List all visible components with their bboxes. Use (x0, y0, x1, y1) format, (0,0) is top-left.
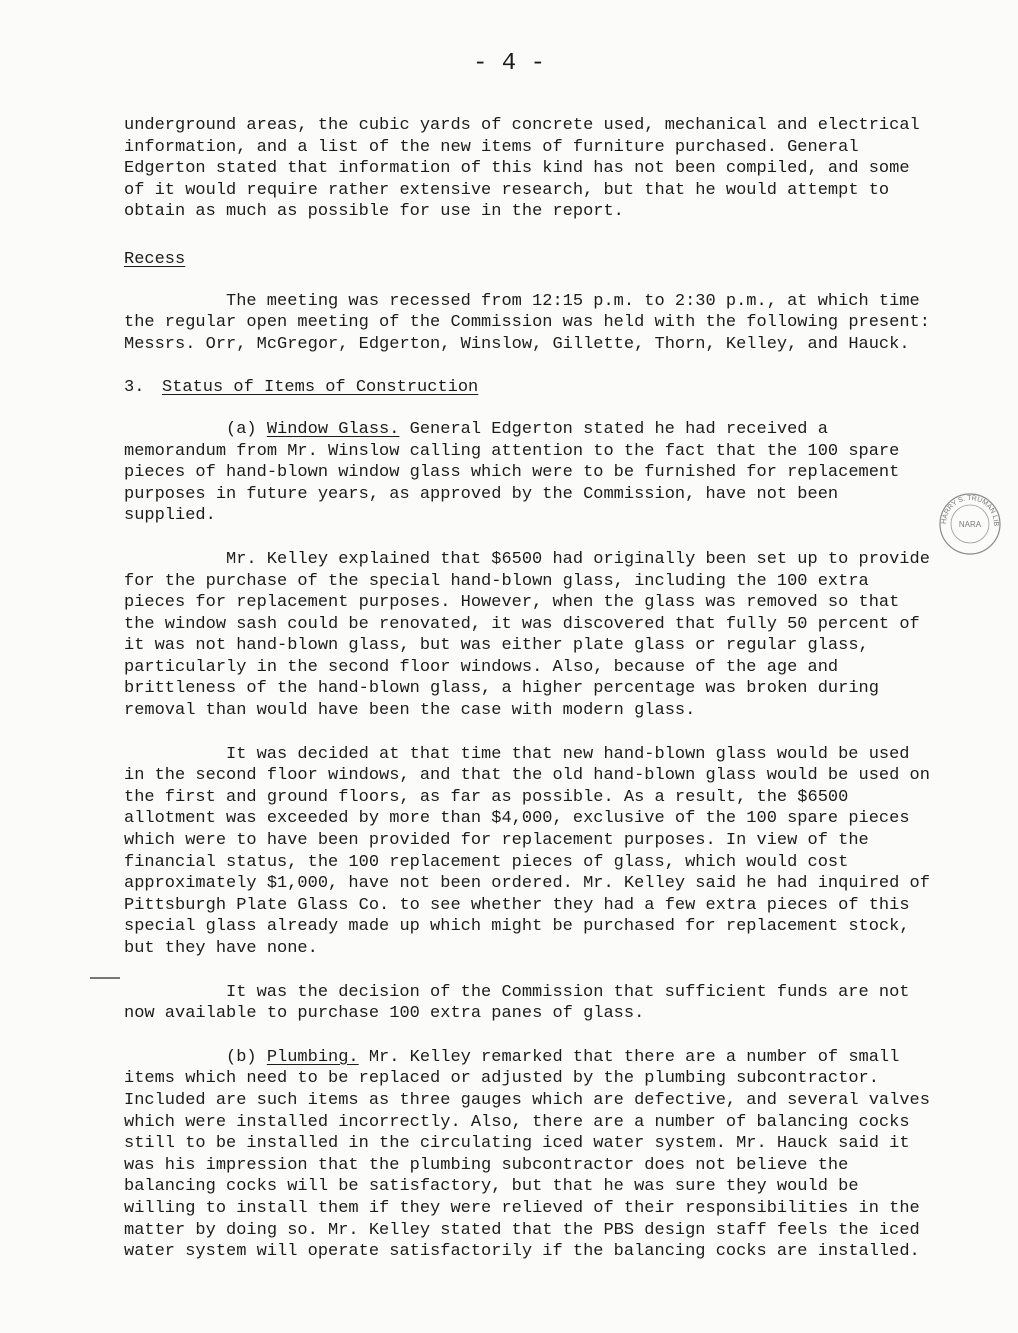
stamp-center-text: NARA (958, 520, 982, 529)
section-3-number: 3. (124, 378, 145, 398)
window-glass-text: General Edgerton stated he had received a memorandum from Mr. Winslow calling attention to the fact that the 100 spare pieces of hand-blown window glass which were to be furnished for replacement purposes in future years, as approved by the Commission, have not been supplied. (124, 419, 900, 526)
paragraph-window-glass-1 (124, 419, 936, 527)
plumbing-text: Mr. Kelley remarked that there are a number of small items which need to be replaced or adjusted by the plumbing subcontractor. Included are such items as three gauges which are defective, and several valves which were installed incorrectly. Also, there are a number of balancing cocks still to be installed in the circulating iced water system. Mr. Hauck said it was his impression that the plumbing subcontractor does not believe the balancing cocks will be satisfactory, but that he was sure they would be willing to install them if they were relieved of their responsibilities in the matter by doing so. Mr. Kelley stated that the PBS design staff feels the iced water system will operate satisfactorily if the balancing cocks are installed. (124, 1047, 930, 1262)
plumbing-label: Plumbing. (266, 1047, 359, 1067)
paragraph-window-glass-3: It was decided at that time that new hand-blown glass would be used in the second floor windows, and that the old hand-blown glass would be used on the first and ground floors, as far as possible. As a result, the $6500 allotment was exceeded by more than $4,000, exclusive of the 100 spare pieces which were to have been provided for replacement purposes. In view of the financial status, the 100 replacement pieces of glass, which would cost approximately $1,000, have not been ordered. Mr. Kelley said he had inquired of Pittsburgh Plate Glass Co. to see whether they had a few extra pieces of this special glass already made up which might be purchased for replacement stock, but they have none. (124, 744, 930, 958)
paragraph-window-glass-2: Mr. Kelley explained that $6500 had originally been set up to provide for the purchase of the special hand-blown glass, including the 100 extra pieces for replacement purposes. However, when the glass was removed so that the window sash could be renovated, it was discovered that fully 50 percent of it was not hand-blown glass, but was either plate glass or regular glass, particularly in the second floor windows. Also, because of the age and brittleness of the hand-blown glass, a higher percentage was broken during removal than would have been the case with modern glass. (124, 549, 930, 721)
stamp-ring-text: HARRY S. TRUMAN LIB (940, 494, 1000, 527)
paragraph-window-glass-4: It was the decision of the Commission that sufficient funds are not now available to purchase 100 extra panes of glass. (124, 982, 910, 1024)
section-3-heading (124, 377, 936, 399)
recess-heading (124, 249, 936, 271)
document-body (124, 115, 936, 1263)
library-stamp (938, 492, 1002, 556)
paragraph-recess: The meeting was recessed from 12:15 p.m. to 2:30 p.m., at which time the regular open meeting of the Commission was held with the following present: Messrs. Orr, McGregor, Edgerton, Winslow, Gillette, Thorn, Kelley, and Hauck. (124, 291, 930, 354)
recess-heading-text: Recess (124, 249, 186, 269)
section-3-title: Status of Items of Construction (162, 378, 479, 398)
paragraph-plumbing (124, 1047, 936, 1263)
window-glass-prefix: (a) (226, 419, 267, 439)
plumbing-prefix: (b) (226, 1047, 267, 1067)
page-number: - 4 - (472, 50, 545, 77)
margin-mark (90, 977, 120, 979)
window-glass-label: Window Glass. (266, 419, 400, 439)
paragraph-intro: underground areas, the cubic yards of concrete used, mechanical and electrical information, and a list of the new items of furniture purchased. General Edgerton stated that information of this kind has not been compiled, and some of it would require rather extensive research, but that he would attempt to obtain as much as possible for use in the report. (124, 116, 920, 222)
